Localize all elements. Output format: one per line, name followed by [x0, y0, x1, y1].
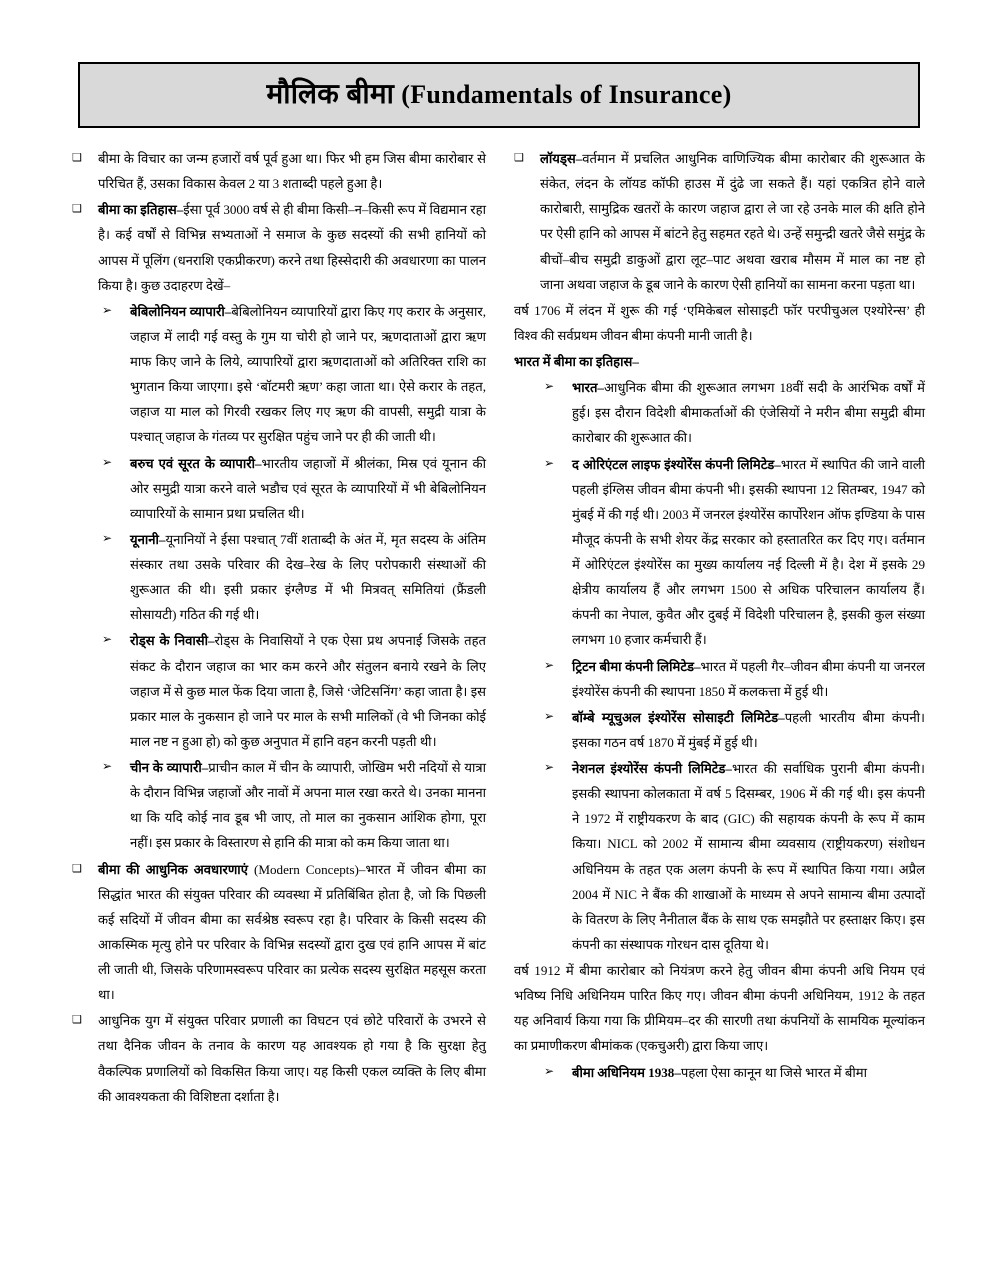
square-bullet-icon: ❑ [72, 1014, 82, 1027]
paragraph-text: पहली भारतीय बीमा कंपनी। इसका गठन वर्ष 1870 में मुंबई में हुई थी। [572, 709, 925, 750]
paragraph-text: रोड्स के निवासियों ने एक ऐसा प्रथ अपनाई जिसके तहत संकट के दौरान जहाज का भार कम करने और संतुलन बनाये रखने के लिए जहाज में से कुछ माल फेंक दिया जाता है, जिसे ‘जेटिसनिंग’ कहा जाता है। इस प्रकार माल के नुकसान हो जाने पर माल के सभी मालिकों (वे भी जिनका कोई माल नष्ट न हुआ हो) को कुछ अनुपात में हानि वहन करनी पड़ती थी। [130, 633, 486, 749]
paragraph [514, 958, 925, 1059]
paragraph-text: –भारत में जीवन बीमा का सिद्धांत भारत की संयुक्त परिवार की व्यवस्था में प्रतिबिंबित होता है, जो कि पिछली कई सदियों में जीवन बीमा का सर्वश्रेष्ठ स्वरूप रहा है। परिवार के किसी सदस्य की आकस्मिक मृत्यु होने पर परिवार के विभिन्न सदस्यों द्वारा दुख एवं हानि आपस में बांट ली जाती थी, जिसके परिणामस्वरूप परिवार का प्रत्येक सदस्य सुरक्षित महसूस करता था। [98, 861, 486, 1003]
term-label: ट्रिटन बीमा कंपनी लिमिटेड– [572, 658, 701, 674]
arrow-bullet-icon: ➢ [102, 759, 113, 773]
term-label: यूनानी– [130, 531, 166, 547]
list-item [72, 857, 486, 1008]
arrow-bullet-icon: ➢ [544, 1063, 555, 1078]
arrow-bullet-icon: ➢ [544, 760, 555, 774]
term-label: बीमा अधिनियम 1938– [572, 1064, 681, 1080]
term-label: भारत– [572, 380, 604, 396]
paragraph-text: वर्ष 1706 में लंदन में शुरू की गई ‘एमिकेबल सोसाइटी फॉर परपीचुअल एश्योरेन्स’ ही विश्व की सर्वप्रथम जीवन बीमा कंपनी मानी जाती है। [514, 302, 925, 343]
list-item [72, 197, 486, 298]
paragraph-text: भारत में स्थापित की जाने वाली पहली इंग्लिस जीवन बीमा कंपनी भी। इसकी स्थापना 12 सितम्बर, 1947 को मुंबई में की गई थी। 2003 में जनरल इंश्योरेंस कार्पोरेशन ऑफ इण्डिया के पास मौजूद कंपनी के सभी शेयर केंद्र सरकार को हस्तातरित कर दिए गए। वर्तमान में ओरिएंटल इंश्योरेंस का मुख्य कार्यालय नई दिल्ली में है। देश में इसके 29 क्षेत्रीय कार्यालय हैं और लगभग 1500 से अधिक परिचालन कार्यालय हैं। कंपनी का नेपाल, कुवैत और दुबई में विदेशी परिचालन है, इसकी कुल संख्या लगभग 10 हजार कर्मचारी हैं। [572, 456, 925, 648]
paragraph-text: यूनानियों ने ईसा पश्चात् 7वीं शताब्दी के अंत में, मृत सदस्य के अंतिम संस्कार तथा उसके परिवार की देख–रेख के लिए परोपकारी संस्थाओं की शुरूआत की थी। इसी प्रकार इंग्लैण्ड में भी मित्रवत् समितियां (फ्रैंडली सोसायटी) गठित की गई थी। [130, 531, 486, 623]
paragraph-text: भारत की सर्वाधिक पुरानी बीमा कंपनी। इसकी स्थापना कोलकाता में वर्ष 5 दिसम्बर, 1906 में की गई थी। इस कंपनी ने 1972 में राष्ट्रीयकरण के बाद (GIC) की सहायक कंपनी के रूप में काम किया। NICL को 2002 में सामान्य बीमा व्यवसाय (राष्ट्रीयकरण) संशोधन अधिनियम के तहत एक अलग कंपनी के रूप में स्थापित किया गया। अप्रैल 2004 में NIC ने बैंक की शाखाओं के माध्यम से अपने सामान्य बीमा उत्पादों के वितरण के लिए नैनीताल बैंक के साथ एक समझौते पर हस्ताक्षर किए। इस कंपनी का संस्थापक गोरधन दास दूतिया थे। [572, 761, 925, 952]
page-title-english: (Fundamentals of Insurance) [401, 80, 732, 109]
list-item [72, 146, 486, 196]
list-item [72, 628, 486, 754]
paragraph-text: ईसा पूर्व 3000 वर्ष से ही बीमा किसी–न–किसी रूप में विद्यमान रहा है। कई वर्षों से विभिन्न सभ्यताओं ने समाज के कुछ सदस्यों की सभी हानियों को आपस में पूलिंग (धनराशि एकप्रीकरण) करने तथा हिस्सेदारी की अवधारणा का पालन किया है। कुछ उदाहरण देखें– [98, 202, 486, 293]
page-title-banner [78, 62, 920, 128]
term-label: नेशनल इंश्योरेंस कंपनी लिमिटेड– [572, 761, 732, 776]
list-item [72, 299, 486, 450]
paragraph-text: बीमा के विचार का जन्म हजारों वर्ष पूर्व हुआ था। फिर भी हम जिस बीमा कारोबार से परिचित हैं, उसका विकास केवल 2 या 3 शताब्दी पहले हुआ है। [98, 151, 486, 192]
list-item [514, 654, 925, 704]
square-bullet-icon: ❑ [72, 862, 82, 875]
list-item [72, 527, 486, 628]
paragraph-text: भारतीय जहाजों में श्रीलंका, मिस्र एवं यूनान की ओर समुद्री यात्रा करने वाले भडौच एवं सूरत के व्यापारियों में भी बेबिलोनियन व्यापारियों के सामान प्रथा प्रचलित थी। [130, 455, 486, 521]
term-label: बॉम्बे म्यूचुअल इंश्योरेंस सोसाइटी लिमिटेड– [572, 709, 785, 725]
list-item [514, 146, 925, 297]
list-item [514, 1060, 925, 1085]
term-label: द ओरिएंटल लाइफ इंश्योरेंस कंपनी लिमिटेड– [572, 456, 781, 472]
term-label: चीन के व्यापारी– [130, 760, 209, 775]
paragraph-text: प्राचीन काल में चीन के व्यापारी, जोखिम भरी नदियों से यात्रा के दौरान विभिन्न जहाजों और नावों में अपना माल रखा करते थे। उनका मानना था कि यदि कोई नाव डूब भी जाए, तो माल का नुकसान आंशिक होगा, पूरा नहीं। इस प्रकार के विस्तारण से हानि की मात्रा को कम किया जाता था। [130, 760, 486, 851]
arrow-bullet-icon: ➢ [544, 657, 555, 672]
term-label: बरुच एवं सूरत के व्यापारी– [130, 455, 262, 471]
arrow-bullet-icon: ➢ [544, 708, 555, 723]
arrow-bullet-icon: ➢ [102, 632, 113, 647]
paragraph-text: आधुनिक युग में संयुक्त परिवार प्रणाली का विघटन एवं छोटे परिवारों के उभरने से तथा दैनिक जीवन के तनाव के कारण यह आवश्यक हो गया है कि सुरक्षा हेतु वैकल्पिक प्रणालियों को विकसित किया जाए। यह किसी एकल व्यक्ति के लिए बीमा की आवश्यकता की विशिष्टता दर्शाता है। [98, 1013, 486, 1104]
page-title-hindi: मौलिक बीमा [266, 79, 395, 110]
term-label: रोड्स के निवासी– [130, 633, 215, 649]
paragraph [514, 298, 925, 348]
list-item [72, 451, 486, 526]
square-bullet-icon: ❑ [514, 152, 524, 164]
body-columns [0, 146, 989, 1110]
list-item [514, 756, 925, 957]
list-item [72, 755, 486, 856]
arrow-bullet-icon: ➢ [102, 530, 113, 545]
square-bullet-icon: ❑ [72, 203, 82, 216]
section-heading: भारत में बीमा का इतिहास– [514, 354, 639, 369]
paragraph-text: आधुनिक बीमा की शुरूआत लगभग 18वीं सदी के आरंभिक वर्षों में हुई। इस दौरान विदेशी बीमाकर्ताओं की एंजेसियों ने मरीन बीमा समुद्री बीमा कारोबार की शुरूआत की। [572, 380, 925, 446]
paragraph-text: भारत में पहली गैर–जीवन बीमा कंपनी या जनरल इंश्योरेंस कंपनी की स्थापना 1850 में कलकत्ता में हुई थी। [572, 658, 926, 699]
arrow-bullet-icon: ➢ [544, 379, 555, 394]
arrow-bullet-icon: ➢ [102, 302, 113, 317]
list-item [514, 452, 925, 653]
term-label-english: (Modern Concepts) [253, 861, 359, 877]
arrow-bullet-icon: ➢ [102, 454, 113, 469]
term-label: लॉयड्स– [540, 151, 583, 166]
paragraph-text: वर्तमान में प्रचलित आधुनिक वाणिज्यिक बीमा कारोबार की शुरूआत के संकेत, लंदन के लॉयड कॉफी हाउस में दुंढे जा सकते हैं। यहां एकत्रित होने वाले कारोबारी, सामुद्रिक खतरों के कारण जहाज द्वारा ले जा रहे उनके माल की क्षति होने पर ऐसी हानि को आपस में बांटने हेतु सहमत रहते थे। उन्हें समुन्द्री खतरे जैसे समुंद्र के बीचों–बीच समुद्री डाकुओं द्वारा लूट–पाट अथवा खराब मौसम में माल का नष्ट हो जाना अथवा जहाज के डूब जाने के कारण ऐसी हानियों का सामना करना पड़ता था। [540, 151, 925, 292]
left-column [0, 146, 494, 1110]
page-title [266, 81, 731, 109]
list-item [72, 1008, 486, 1109]
paragraph-text: पहला ऐसा कानून था जिसे भारत में बीमा [680, 1064, 867, 1080]
square-bullet-icon: ❑ [72, 152, 82, 164]
paragraph-text: बेबिलोनियन व्यापारियों द्वारा किए गए करार के अनुसार, जहाज में लादी गई वस्तु के गुम या चोरी हो जाने पर, ऋणदाताओं द्वारा ऋण माफ किए जाने के लिये, व्यापारियों द्वारा ऋणदाताओं को अतिरिक्त राशि का भुगतान किया जाएगा। इसे ‘बॉटमरी ऋण’ कहा जाता था। ऐसे करार के तहत, जहाज या माल को गिरवी रखकर लिए गए ऋण की वापसी, समुद्री यात्रा के पश्चात् जहाज के गंतव्य पर सुरक्षित पहुंच जाने पर ही की जाती थी। [130, 303, 486, 445]
term-label: बीमा की आधुनिक अवधारणाएं [98, 861, 254, 877]
list-item [514, 375, 925, 450]
paragraph-text: वर्ष 1912 में बीमा कारोबार को नियंत्रण करने हेतु जीवन बीमा कंपनी अधि नियम एवं भविष्य निधि अधिनियम पारित किए गए। जीवन बीमा कंपनी अधिनियम, 1912 के तहत यह अनिवार्य किया गया कि प्रीमियम–दर की सारणी तथा कंपनियों के सामयिक मूल्यांकन का प्रमाणीकरण बीमांकक (एकचुअरी) द्वारा किया जाए। [514, 963, 925, 1054]
term-label: बीमा का इतिहास– [98, 202, 184, 218]
list-item [514, 705, 925, 755]
arrow-bullet-icon: ➢ [544, 455, 555, 470]
term-label: बेबिलोनियन व्यापारी– [130, 303, 232, 319]
right-column [494, 146, 989, 1110]
